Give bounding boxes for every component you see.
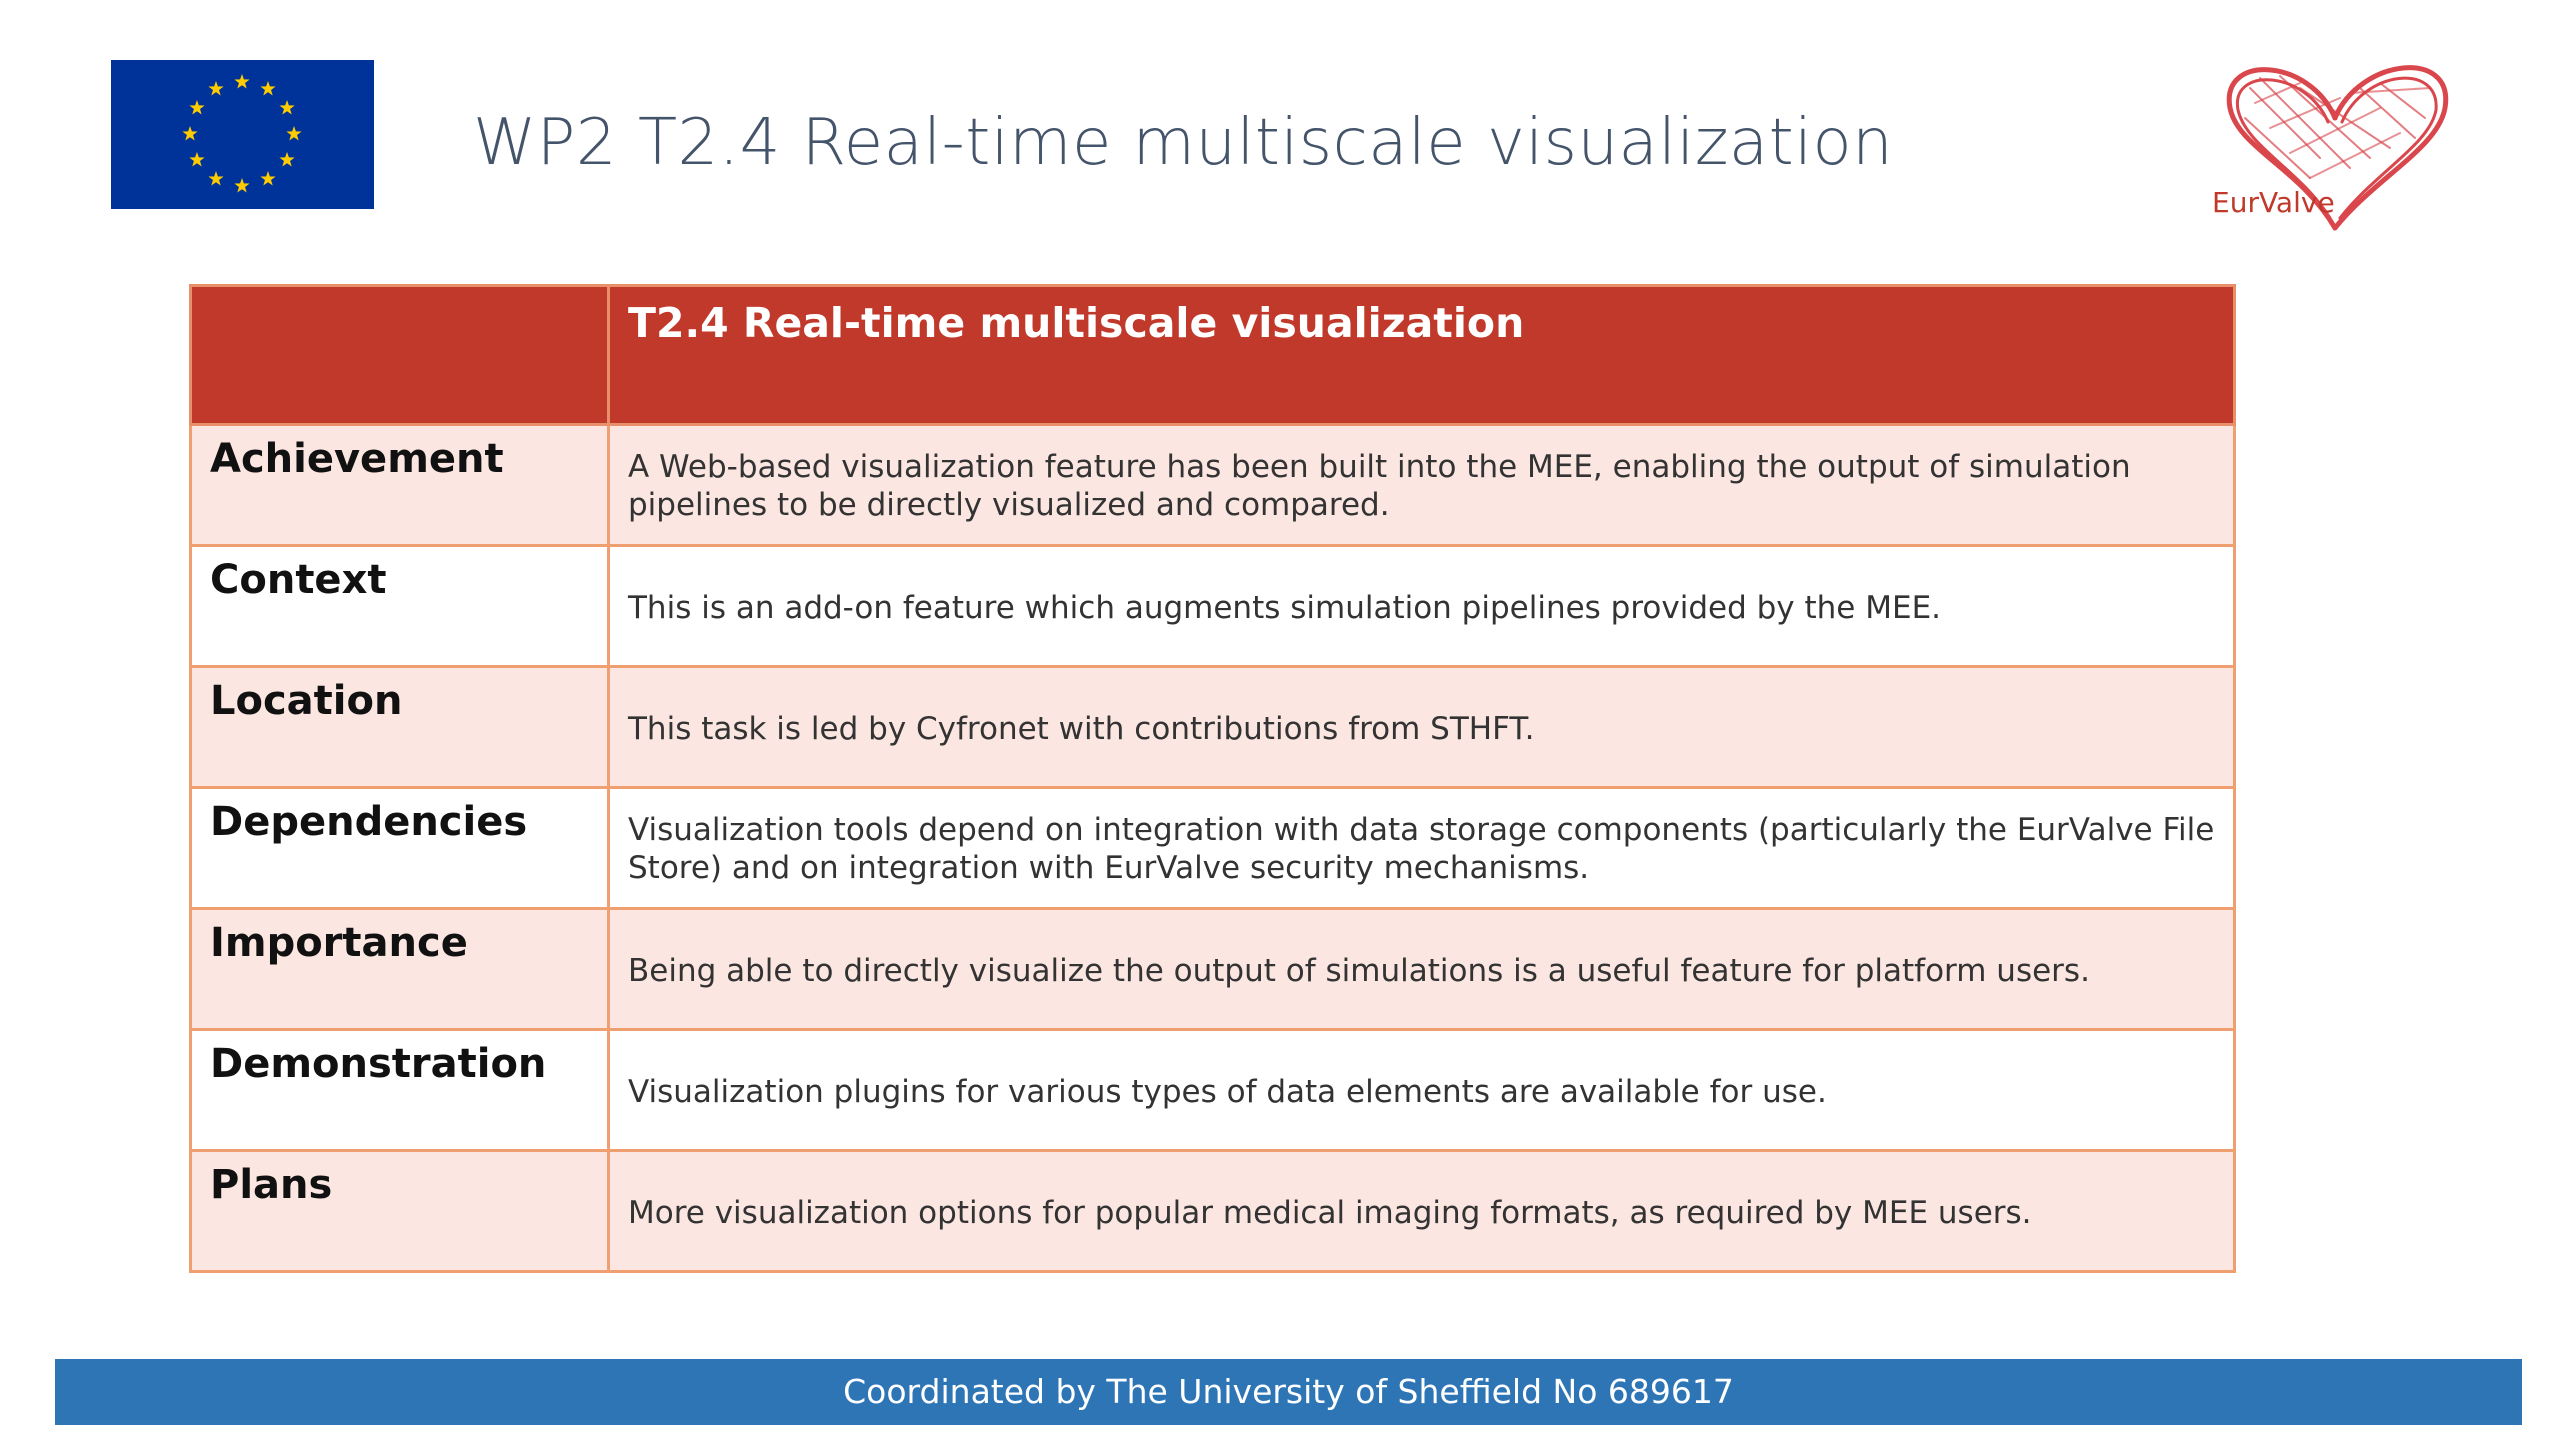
eu-star-icon: [234, 74, 249, 88]
table-header-row: [191, 286, 2235, 425]
eu-star-icon: [234, 178, 249, 192]
row-text: [609, 909, 2235, 1030]
eu-star-icon: [260, 171, 275, 185]
eu-star-icon: [286, 126, 301, 140]
eu-star-icon: [279, 100, 294, 114]
row-text: [609, 1151, 2235, 1272]
table-row: [191, 909, 2235, 1030]
eu-star-icon: [182, 126, 197, 140]
row-text-content: More visualization options for popular medical imaging formats, as required by MEE users.: [628, 1195, 2032, 1231]
header-empty-cell: [191, 286, 609, 425]
row-text: [609, 1030, 2235, 1151]
row-text-content: Visualization plugins for various types of data elements are available for use.: [628, 1074, 1827, 1110]
row-text-content: Being able to directly visualize the output of simulations is a useful feature for platform users.: [628, 953, 2090, 989]
eu-star-icon: [208, 81, 223, 95]
table-header-title: T2.4 Real-time multiscale visualization: [609, 286, 2235, 425]
table-row: [191, 425, 2235, 546]
table-row: [191, 1151, 2235, 1272]
row-text-content: A Web-based visualization feature has been built into the MEE, enabling the output of simulation pipelines to be directly visualized and compared.: [628, 449, 2131, 523]
row-label: Dependencies: [191, 788, 609, 909]
row-label: Context: [191, 546, 609, 667]
row-text: [609, 425, 2235, 546]
row-text: [609, 546, 2235, 667]
row-label: Plans: [191, 1151, 609, 1272]
footer-bar: Coordinated by The University of Sheffield No 689617: [55, 1359, 2522, 1425]
eu-star-icon: [208, 171, 223, 185]
row-text: [609, 788, 2235, 909]
eu-star-icon: [279, 152, 294, 166]
table-row: [191, 546, 2235, 667]
info-table: [189, 284, 2236, 1273]
row-label: Achievement: [191, 425, 609, 546]
logo-text: EurValve: [2212, 186, 2335, 219]
row-text-content: This is an add-on feature which augments simulation pipelines provided by the MEE.: [628, 590, 1942, 626]
row-text: [609, 667, 2235, 788]
row-label: Location: [191, 667, 609, 788]
table-row: [191, 1030, 2235, 1151]
table-row: [191, 667, 2235, 788]
row-text-content: Visualization tools depend on integration with data storage components (particularly the EurValve File Store) and on integration with EurValve security mechanisms.: [628, 812, 2215, 886]
eu-star-icon: [189, 100, 204, 114]
row-label: Importance: [191, 909, 609, 1030]
table-row: [191, 788, 2235, 909]
row-text-content: This task is led by Cyfronet with contributions from STHFT.: [628, 711, 1535, 747]
row-label: Demonstration: [191, 1030, 609, 1151]
eu-star-icon: [260, 81, 275, 95]
slide-title: WP2 T2.4 Real-time multiscale visualization: [473, 106, 1894, 180]
eurvalve-logo: [2200, 48, 2470, 238]
eu-flag-icon: [111, 60, 374, 209]
eu-star-icon: [189, 152, 204, 166]
